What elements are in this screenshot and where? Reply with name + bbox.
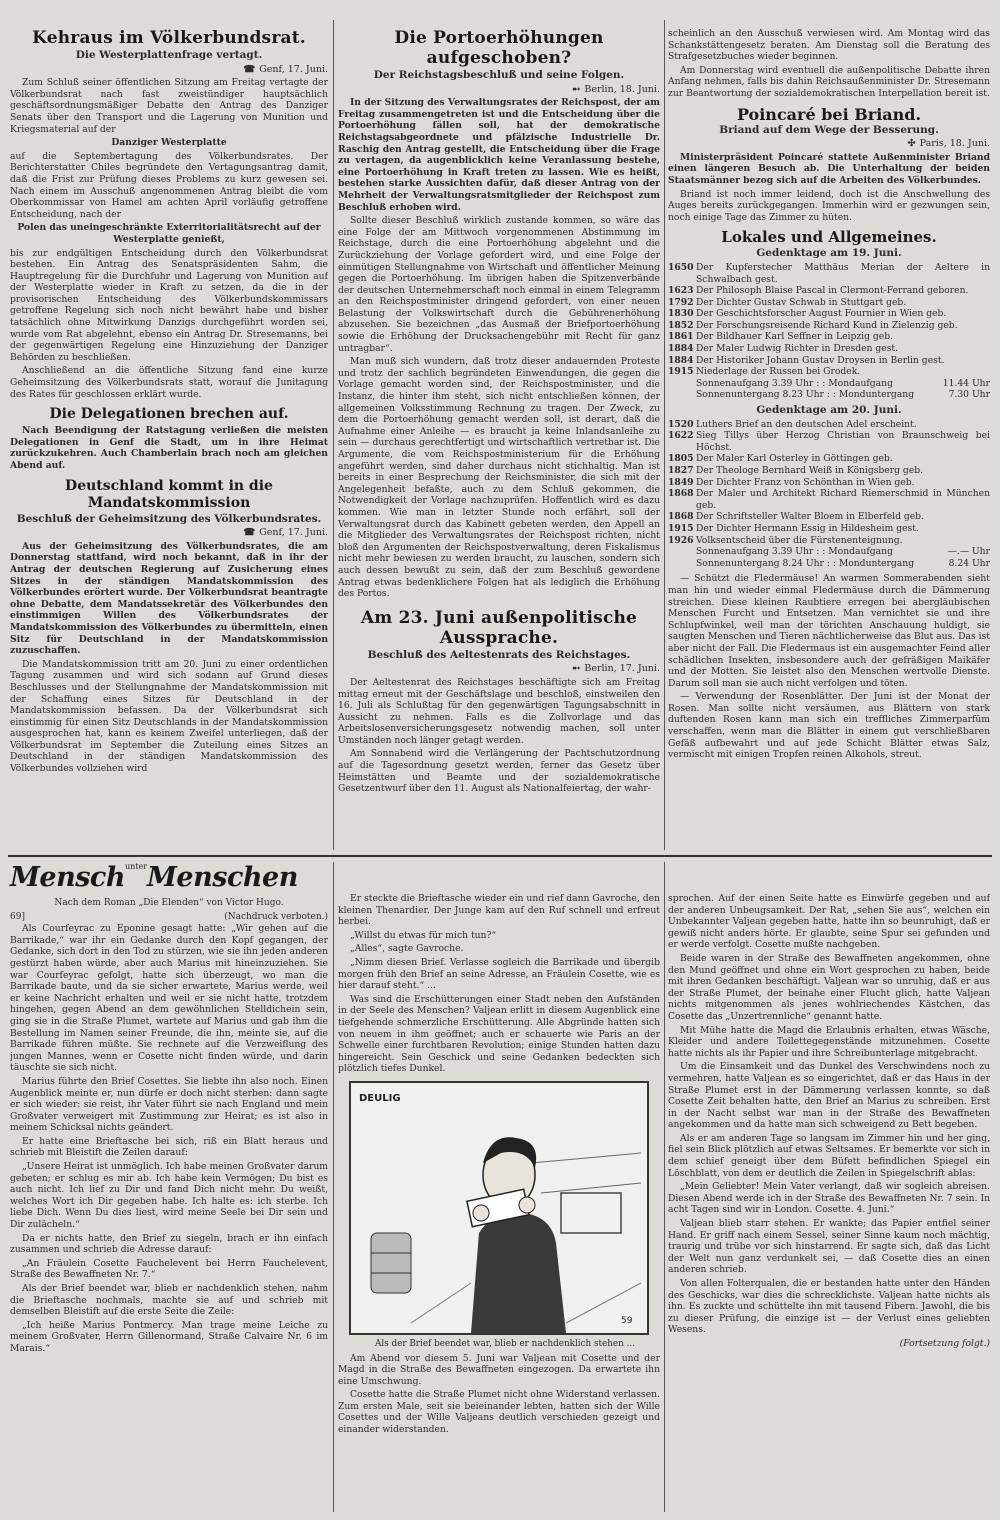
gedenktag-row xyxy=(668,511,990,523)
telegraph-icon: ☎ xyxy=(243,527,256,539)
gedenktag-year: 1915 xyxy=(668,522,694,534)
paragraph: Als der Brief beendet war, blieb er nachdenklich stehen, nahm die Brieftasche nochmals, machte sie auf und schrieb mit demselben Bleistift auf die erste Seite die Zeile: xyxy=(10,1283,328,1318)
paragraph: Da er nichts hatte, den Brief zu siegeln, brach er ihn einfach zusammen und schrieb die Adresse darauf: xyxy=(10,1232,328,1256)
column-rule xyxy=(664,20,665,850)
gedenktag-year: 1520 xyxy=(668,418,694,430)
gedenktag-row xyxy=(668,477,990,489)
gedenktag-text: Der Historiker Johann Gustav Droysen in Berlin gest. xyxy=(696,354,945,366)
paragraph: „Alles“, sagte Gavroche. xyxy=(350,943,464,955)
gedenktag-year: 1792 xyxy=(668,296,694,308)
illustration xyxy=(349,1081,649,1335)
paragraph-emph: Danziger Westerplatte xyxy=(111,137,227,149)
paragraph: Am Abend vor diesem 5. Juni war Valjean mit Cosette und der Magd in die Straße des Bewaffneten eingezogen. Da erwartete ihn eine Umschwung. xyxy=(338,1352,660,1387)
paragraph: Er steckte die Brieftasche wieder ein und rief dann Gavroche, den kleinen Thenardier. Der Junge kam auf den Ruf schnell und erfreut herbei. xyxy=(338,893,660,928)
column-1 xyxy=(10,28,328,850)
column-rule xyxy=(333,20,334,850)
dateline: ☎ Genf, 17. Juni. xyxy=(243,527,328,539)
illustration-label: DEULIG xyxy=(359,1092,401,1104)
paragraph: — Verwendung der Rosenblätter. Der Juni ist der Monat der Rosen. Man sollte nicht versäumen, aus Blättern von stark duftenden Rosen kann man sich ein treffliches Zimmerparfüm verschaffen, wenn man die Blätter in einem gut verschließbaren Gefäß aufbewahrt und auf jede Schicht Blätter etwas Salz, vermischt mit einigen Tropfen reinen Alkohols, streut. xyxy=(668,691,990,761)
serial-column-1 xyxy=(10,898,328,1520)
gedenktag-year: 1830 xyxy=(668,308,694,320)
subheadline: Die Westerplattenfrage vertagt. xyxy=(75,49,263,61)
gedenktag-text: Der Bildhauer Karl Seffner in Leipzig geb. xyxy=(696,331,894,343)
paragraph: Am Sonnabend wird die Verlängerung der Pachtschutzordnung auf die Tagesordnung gesetzt werden, ferner das Gesetz über Heimstätten und Beamte und der sozialdemokratische Gesetzentwurf über den 11. August als Nationalfeiertag, der wahr- xyxy=(338,748,660,795)
serial-title-b: Menschen xyxy=(147,862,298,893)
gedenktag-text: Der Geschichtsforscher August Fournier in Wien geb. xyxy=(696,308,947,320)
paragraph: „Mein Geliebter! Mein Vater verlangt, daß wir sogleich abreisen. Diesen Abend werde ich in der Straße des Bewaffneten Nr. 7 sein. In acht Tagen sind wir in London. Cosette. 4. Juni.“ xyxy=(668,1181,990,1216)
paragraph: Zum Schluß seiner öffentlichen Sitzung am Freitag vertagte der Völkerbundsrat nach fast zweistündiger hauptsächlich geschäftsordnungsmäßiger Debatte den Antrag des Danziger Senats über den Transport und die Lagerung von Munition und Kriegsmaterial auf der xyxy=(10,77,328,135)
paragraph: scheinlich an den Ausschuß verwiesen wird. Am Montag wird das Schankstättengesetz beraten. Am Dienstag soll die Beratung des Strafgesetzbuches wieder beginnen. xyxy=(668,28,990,63)
gedenktag-year: 1926 xyxy=(668,534,694,546)
gedenktag-text: Der Forschungsreisende Richard Kund in Zielenzig geb. xyxy=(696,319,958,331)
gedenktag-row xyxy=(668,535,990,547)
paragraph: Nach Beendigung der Ratstagung verließen die meisten Delegationen in Genf die Stadt, um in ihre Heimat zurückzukehren. Auch Chamberlain brach noch am gleichen Abend auf. xyxy=(10,425,328,471)
paragraph: Was sind die Erschütterungen einer Stadt neben den Aufständen in der Seele des Menschen? Valjean erlitt in diesem Augenblick eine tiefgehende schmerzliche Erschütterung. Alle Abgründe hatten sich von neuem in ihm geöffnet; auch er schauerte wie Paris an der Schwelle einer furchtbaren Revolution; einige Stunden hatten dazu hingereicht. Sein Geschick und seine Gedanken bedeckten sich plötzlich tiefes Dunkel. xyxy=(338,993,660,1075)
column-rule xyxy=(333,862,334,1512)
gedenktag-row xyxy=(668,308,990,320)
subheadline: Beschluß des Aeltestenrats des Reichstages. xyxy=(367,648,631,661)
headline-lokales: Lokales und Allgemeines. xyxy=(721,228,937,247)
gedenktag-row xyxy=(668,331,990,343)
headline-portoerhoehungen: Die Portoerhöhungen aufgeschoben? xyxy=(394,28,604,68)
gedenktag-row xyxy=(668,262,990,285)
paragraph: sprochen. Auf der einen Seite hatte es Einwürfe gegeben und auf der anderen Unbeugsamkeit. Der Rat, „sehen Sie aus“, welchen ein Unbekannter Valjean gegeben hatte, hatte ihn so beunruhigt, daß er gewiß nicht anders hörte. Er glaubte, seine Spur sei gefunden und er werde verfolgt. Cosette mußte nachgeben. xyxy=(668,893,990,951)
paragraph: Die Mandatskommission tritt am 20. Juni zu einer ordentlichen Tagung zusammen und wird sich sodann auf Grund dieses Beschlusses und der Stellungnahme der Mandatskommission mit der Schaffung eines Sitzes für Deutschland in der Mandatskommission befassen. Da der Völkerbundsrat sich einstimmig für einen Sitz Deutschlands in der Mandatskommission ausgesprochen hat, kann es keinem Zweifel unterliegen, daß der Völkerbundsrat im September die Zuteilung eines Sitzes an Deutschland in der ständigen Mandatskommission des Völkerbundes vollziehen wird xyxy=(10,658,328,775)
sun-row: Sonnenaufgang 3.39 Uhr : : Mondaufgang —.— Uhr xyxy=(696,546,990,558)
paragraph: „Unsere Heirat ist unmöglich. Ich habe meinen Großvater darum gebeten; er schlug es mir ab. Ich habe kein Vermögen; Du bist es auch nicht. Ich lief zu Dir und fand Dich nicht mehr. Du weißt, welches Wort ich Dir gegeben habe. Ich halte es: ich sterbe. Ich liebe Dich. Wenn Du dies liest, wird meine Seele bei Dir sein und Dir zulächeln.“ xyxy=(10,1161,328,1231)
serial-number: 69] xyxy=(10,911,25,922)
gedenktag-text: Der Maler Ludwig Richter in Dresden gest. xyxy=(696,343,899,355)
gedenktag-row xyxy=(668,366,990,378)
serial-column-2 xyxy=(338,893,660,1515)
gedenktag-text: Der Maler Karl Osterley in Göttingen geb. xyxy=(696,453,893,465)
gedenktag-year: 1868 xyxy=(668,488,694,500)
paragraph: Anschließend an die öffentliche Sitzung fand eine kurze Geheimsitzung des Völkerbundsrats statt, worauf die Junitagung des Rates für geschlossen erklärt wurde. xyxy=(10,365,328,400)
serial-text xyxy=(10,923,328,1354)
headline-poincare: Poincaré bei Briand. xyxy=(736,104,922,124)
paragraph: Von allen Folterqualen, die er bestanden hatte unter den Händen des Geschicks, war dies die schrecklichste. Valjean hatte nichts als ihn. Es zuckte und schüttelte ihn mit tausend Fibern. Jawohl, die bis zu dieser Prüfung, die einzige ist — der Verlust eines geliebten Wesens. xyxy=(668,1278,990,1336)
gedenktag-row xyxy=(668,419,990,431)
serial-text xyxy=(338,893,660,1075)
gedenktag-text: Der Maler und Architekt Richard Riemerschmid in München geb. xyxy=(696,488,990,511)
gedenktag-year: 1805 xyxy=(668,453,694,465)
paragraph: Cosette hatte die Straße Plumet nicht ohne Widerstand verlassen. Zum ersten Male, seit sie beieinander lebten, hatten sich der Wille Cosettes und der Wille Valjeans deutlich verschieden gezeigt und einander widerstanden. xyxy=(338,1389,660,1436)
illustration-caption: Als der Brief beendet war, blieb er nachdenklich stehen ... xyxy=(375,1338,635,1349)
continuation-note: (Fortsetzung folgt.) xyxy=(899,1337,990,1349)
gedenktag-text: Niederlage der Russen bei Grodek. xyxy=(696,366,861,378)
headline-delegationen: Die Delegationen brechen auf. xyxy=(49,406,289,423)
gedenktag-text: Sieg Tillys über Herzog Christian von Braunschweig bei Höchst. xyxy=(696,430,990,453)
column-rule xyxy=(664,862,665,1512)
gedenktag-row xyxy=(668,465,990,477)
gedenktag-text: Der Dichter Gustav Schwab in Stuttgart geb. xyxy=(696,296,907,308)
gedenktag-year: 1915 xyxy=(668,366,694,378)
paragraph: „Ich heiße Marius Pontmercy. Man trage meine Leiche zu meinem Großvater, Herrn Gillenormand, Straße Calvaire Nr. 6 im Marais.“ xyxy=(10,1319,328,1354)
gedenktag-year: 1884 xyxy=(668,354,694,366)
serial-meta xyxy=(10,912,328,924)
section-rule xyxy=(8,855,992,857)
telegraph-icon: ☎ xyxy=(243,63,256,75)
gedenktag-year: 1827 xyxy=(668,465,694,476)
gedenktag-row xyxy=(668,355,990,367)
paragraph: „Willst du etwas für mich tun?“ xyxy=(350,929,497,941)
gedenktag-year: 1884 xyxy=(668,343,694,355)
arrow-icon: ➸ xyxy=(572,663,581,675)
sun-row: Sonnenaufgang 3.39 Uhr : : Mondaufgang 11.44 Uhr xyxy=(696,377,990,389)
gedenktag-row xyxy=(668,523,990,535)
gedenktag-text: Der Theologe Bernhard Weiß in Königsberg geb. xyxy=(696,465,924,476)
paragraph: Als Courfeyrac zu Eponine gesagt hatte: „Wir gehen auf die Barrikade,“ war ihr ein Gedanke durch den Kopf gegangen, der Gedanke, sich dort in den Tod zu stürzen, wie sie ihn jeden anderen gestürzt haben würde, aber auch Marius mit hineinzuziehen. Sie war Courfeyrac gefolgt, hatte sich überzeugt, wo man die Barrikade baute, und da sie sicher erwartete, Marius werde, weil er keine Nachricht erhalten und weil er sie nicht hatte, trotzdem hingehen, gegen Abend an dem gewöhnlichen Stelldichein sein, ging sie in die Straße Plumet, wartete auf Marius und gab ihm die Bestellung im Namen seiner Freunde, die ihn, meinte sie, auf die Barrikade führen müßte. Sie rechnete auf die Verzweiflung des jungen Mannes, wenn er Cosette nicht finden würde, und darin täuschte sie sich nicht. xyxy=(10,923,328,1074)
illustration-number: 59 xyxy=(621,1315,633,1326)
paragraph: Am Donnerstag wird eventuell die außenpolitische Debatte ihren Anfang nehmen, falls bis dahin Reichsaußenminister Dr. Stresemann zur Beantwortung der sozialdemokratischen Interpellation bereit ist. xyxy=(668,64,990,99)
gedenktag-text: Der Schriftsteller Walter Bloem in Elberfeld geb. xyxy=(696,511,924,523)
paragraph: Sollte dieser Beschluß wirklich zustande kommen, so wäre das eine Folge der am Mittwoch vorgenommenen Abstimmung im Reichstage, durch die eine Portoerhöhung abgelehnt und die Zurückziehung der Vorlage gefordert wird, und eine Folge der einmütigen Stellungnahme von Wirtschaft und öffentlicher Meinung gegen die Portoerhöhung. Im übrigen haben die Spitzenverbände der deutschen Unternehmerschaft noch einmal in einem Telegramm an den Reichspostminister dringend gefordert, von einer neuen Belastung der Volkswirtschaft durch die Gebührenerhöhung abzusehen. Sie bezeichnen „das Ausmaß der Briefportoerhöhung sowie die Erhöhung der Drucksachengebühr mit Recht für ganz untragbar“. xyxy=(338,215,660,354)
gedenktag-row xyxy=(668,297,990,309)
gedenktage-list xyxy=(668,262,990,378)
paragraph: Als er am anderen Tage so langsam im Zimmer hin und her ging, fiel sein Blick plötzlich auf etwas Seltsames. Er bemerkte vor sich in dem schief geneigt über dem Büfett befindlichen Spiegel ein Löschblatt, von dem er deutlich die Zeilen in Spiegelschrift ablas: xyxy=(668,1132,990,1179)
paragraph: Beide waren in der Straße des Bewaffneten angekommen, ohne den Mund geöffnet und ohne ein Wort gesprochen zu haben, beide mit ihren Gedanken beschäftigt. Valjean war so unruhig, daß er aus der Straße Plumet, der beinahe einer Flucht glich, hatte Valjean nichts mitgenommen als jenes wohlriechendes Kästchen, das Cosette das „Unzertrennliche“ genannt hatte. xyxy=(668,952,990,1022)
column-3 xyxy=(668,28,990,850)
serial-text xyxy=(668,893,990,1336)
paragraph: Der Aeltestenrat des Reichstages beschäftigte sich am Freitag mittag erneut mit der Geschäftslage und beschloß, einstweilen den 16. Juli als Schlußtag für den gegenwärtigen Tagungsabschnitt in Aussicht zu nehmen. Falls es die Zollvorlage und das Arbeitslosenversicherungsgesetz notwendig machen, soll unter Umständen noch länger getagt werden. xyxy=(338,676,660,746)
paragraph-emph: Polen das uneingeschränkte Exterritorialitätsrecht auf der Westerplatte genießt, xyxy=(17,222,321,245)
paragraph: — Schützt die Fledermäuse! An warmen Sommerabenden sieht man hin und wieder einmal Fledermäuse durch die Dämmerung streichen. Diese kleinen Raubtiere erregen bei abergläubischen Menschen Furcht und Entsetzen. Man vernichtet sie und ihre Schlupfwinkel, weil man der törichten Anschauung huldigt, sie saugten Menschen und Tieren nächtlicherweise das Blut aus. Das ist aber nicht der Fall. Die Fledermaus ist ein ausgemachter Feind aller schädlichen Insekten, insbesondere auch der gefräßigen Maikäfer und der Motten. Sie leistet also den Menschen wertvolle Dienste. Darum soll man sie auch nicht verfolgen und töten. xyxy=(668,573,990,689)
gedenktag-text: Luthers Brief an den deutschen Adel erscheint. xyxy=(696,418,917,430)
sun-row: Sonnenuntergang 8.24 Uhr : : Monduntergang 8.24 Uhr xyxy=(696,557,990,569)
dateline: ➸ Berlin, 18. Juni. xyxy=(572,83,660,95)
serial-subline: Nach dem Roman „Die Elenden“ von Victor Hugo. xyxy=(54,898,284,908)
dateline: ➸ Berlin, 17. Juni. xyxy=(572,663,660,675)
subheadline: Beschluß der Geheimsitzung des Völkerbundsrates. xyxy=(16,512,322,525)
subheadline: Der Reichstagsbeschluß und seine Folgen. xyxy=(373,69,625,81)
gedenktag-row xyxy=(668,488,990,511)
paragraph: In der Sitzung des Verwaltungsrates der Reichspost, der am Freitag zusammengetreten ist und die Entscheidung über die Portoerhöhung fällen soll, hat der demokratische Reichstagsabgeordnete und pfälzische Industrielle Dr. Raschig den Antrag gestellt, die Entscheidung über die Frage zu vertagen, da augenblicklich keine Veranlassung bestehe, eine Portoerhöhung in Kraft treten zu lassen. Wie es heißt, bestehen starke Aussichten dafür, daß dieser Antrag von der Mehrheit der Verwaltungsratsmitglieder der Reichspost zum Beschluß erhoben wird. xyxy=(338,97,660,213)
gedenktag-row xyxy=(668,285,990,297)
gedenktag-row xyxy=(668,320,990,332)
gedenktag-row xyxy=(668,430,990,453)
serial-title-a: Mensch xyxy=(10,862,125,893)
gedenktage-title: Gedenktage am 20. Juni. xyxy=(756,404,902,417)
paragraph: Aus der Geheimsitzung des Völkerbundsrates, die am Donnerstag stattfand, wird noch bekannt, daß in ihr der Antrag der deutschen Regierung auf Zusicherung eines Sitzes in der ständigen Mandatskommission des Völkerbundes erörtert wurde. Der Völkerbundsrat beantragte ohne Debatte, dem Mandatssekretär des Völkerbundes den einstimmigen Willen des Völkerbundsrates der Mandatskommission des Völkerbundes zu übermitteln, einen Sitz für Deutschland in der Mandatskommission zuzuschaffen. xyxy=(10,540,328,657)
gedenktag-text: Der Philosoph Blaise Pascal in Clermont-Ferrand geboren. xyxy=(696,285,969,297)
paragraph: Briand ist noch immer leidend, doch ist die Anschwellung des Auges bereits zurückgegangen. Immerhin wird er gezwungen sein, noch einige Tage das Zimmer zu hüten. xyxy=(668,188,990,223)
gedenktag-year: 1868 xyxy=(668,511,694,523)
column-2 xyxy=(338,28,660,850)
gedenktag-year: 1861 xyxy=(668,331,694,343)
arrow-icon: ➸ xyxy=(572,83,581,95)
gedenktag-year: 1852 xyxy=(668,319,694,331)
dateline: ☎ Genf, 17. Juni. xyxy=(243,63,328,75)
paragraph: „An Fräulein Cosette Fauchelevent bei Herrn Fauchelevent, Straße des Bewaffneten Nr. 7.“ xyxy=(10,1257,328,1281)
serial-text xyxy=(338,1353,660,1436)
gedenktage-list xyxy=(668,419,990,547)
subheadline: Briand auf dem Wege der Besserung. xyxy=(719,123,939,136)
man-reading-illustration xyxy=(351,1083,647,1333)
headline-mandatskommission: Deutschland kommt in die Mandatskommission xyxy=(65,477,273,511)
gedenktage-title: Gedenktage am 19. Juni. xyxy=(756,247,902,260)
paragraph: Er hatte eine Brieftasche bei sich, riß ein Blatt heraus und schrieb mit Bleistift die Zeilen darauf: xyxy=(10,1135,328,1159)
paragraph: Um die Einsamkeit und das Dunkel des Verschwindens noch zu vermehren, hatte Valjean es so eingerichtet, daß er das Haus in der Straße Plumet erst in der Dämmerung verlassen konnte, so daß Cosette Zeit behalten hatte, den Brief an Marius zu schreiben. Erst in der Nacht selbst war man in der Straße des Bewaffneten angekommen und da hatte man sich schweigend zu Bett begeben. xyxy=(668,1061,990,1131)
gedenktag-year: 1650 xyxy=(668,261,694,273)
paragraph: Man muß sich wundern, daß trotz dieser andauernden Proteste und trotz der sachlich begründeten Einwendungen, die gegen die Vorlage gemacht worden sind, der Reichspostminister, und die Instanz, die hinter ihm steht, sich nicht entschließen können, der allgemeinen Volksstimmung Rechnung zu tragen. Der Zweck, zu dem die Portoerhöhung gemacht werden soll, ist derart, daß die Aufnahme einer Anleihe — es braucht ja keine Inlandsanleihe zu sein — durchaus gerechtfertigt und wirtschaftlich vertretbar ist. Die Argumente, die vom Reichspostministerium für die Erhöhung angeführt werden, sind daher durchaus nicht stichhaltig. Man ist bereits in einer Besprechung der Reichsminister, die sich mit der Angelegenheit befaßte, auch zu dem Schluß gekommen, die Notwendigkeit der Vorlage nachzuprüfen. Hoffentlich wird es dazu kommen. Wie man in letzter Stunde noch erfährt, soll der Verwaltungsrat durch das Kabinett gebeten werden, den Appell an die Mitglieder des Verwaltungsrates der Reichspost richten, nicht bloß den Argumenten der Reichspostverwaltung, deren Fiskalismus nicht mehr bewiesen zu werden braucht, zu lauschen, sondern sich auch dessen bewußt zu sein, daß der zum Beschluß gewordene Antrag etwas bedenklichere Folgen hat als lediglich die Erhöhung des Portos. xyxy=(338,356,660,600)
serial-title-mid: unter xyxy=(124,862,148,871)
gedenktag-row xyxy=(668,343,990,355)
serial-column-3 xyxy=(668,893,990,1515)
gedenktag-text: Volksentscheid über die Fürstenenteignung. xyxy=(696,534,903,546)
serial-rights: (Nachdruck verboten.) xyxy=(224,911,328,922)
paragraph: Ministerpräsident Poincaré stattete Außenminister Briand einen längeren Besuch ab. Die Unterhaltung der beiden Staatsmänner bezog sich auf die Arbeiten des Völkerbundes. xyxy=(668,151,990,186)
gedenktag-year: 1623 xyxy=(668,285,694,297)
gedenktag-text: Der Dichter Hermann Essig in Hildesheim gest. xyxy=(696,522,919,534)
arrow-icon: ✣ xyxy=(907,138,916,150)
gedenktag-text: Der Dichter Franz von Schönthan in Wien geb. xyxy=(696,476,915,488)
paragraph: „Nimm diesen Brief. Verlasse sogleich die Barrikade und übergib morgen früh den Brief an seine Adresse, an Fräulein Cosette, wie es hier darauf steht.“ ... xyxy=(338,956,660,992)
gedenktag-year: 1849 xyxy=(668,476,694,488)
gedenktag-year: 1622 xyxy=(668,430,694,442)
paragraph: auf die Septembertagung des Völkerbundsrates. Der Berichterstatter Chiles begründete den Vertagungsantrag damit, daß die Frist zur Prüfung dieses Problems zu kurz gewesen sei. Nach einem im Ausschuß angenommenen Antrag bleibt die vom Oberkommissar von Hamel am achten April vorläufig getroffene Entscheidung, nach der xyxy=(10,150,328,220)
headline-aussprache: Am 23. Juni außenpolitische Aussprache. xyxy=(360,607,638,648)
paragraph: bis zur endgültigen Entscheidung durch den Völkerbundsrat bestehen. Ein Antrag des Senatspräsidenten Sahm, die Hauptregelung für die Durchfuhr und Lagerung von Munition auf der Westerplatte wieder in Kraft zu setzen, da die in der provisorischen Entscheidung des Völkerbundskommissars getroffene Regelung sich noch nicht bewährt habe und bisher tatsächlich ohne Mitwirkung Danzigs durchgeführt worden sei, wurde vom Rat abgelehnt, ebenso ein Antrag Dr. Stresemanns, bei der gegenwärtigen Regelung eine Hinzuziehung der Danziger Behörden zu beschließen. xyxy=(10,247,328,363)
gedenktag-row xyxy=(668,453,990,465)
serial-masthead xyxy=(10,862,328,892)
paragraph: Marius führte den Brief Cosettes. Sie liebte ihn also noch. Einen Augenblick meinte er, nun dürfe er doch nicht sterben: dann sagte er sich wieder: sie reist, ihr Vater führt sie nach England und mein Großvater verweigert mit Zustimmung zur Heirat; es ist also in meinem Schicksal nichts geändert. xyxy=(10,1075,328,1134)
paragraph: Mit Mühe hatte die Magd die Erlaubnis erhalten, etwas Wäsche, Kleider und andere Toilettegegenstände mitzunehmen. Cosette hatte nichts als ihr Papier und ihre Schreibunterlage mitgebracht. xyxy=(668,1024,990,1059)
gedenktag-text: Der Kupferstecher Matthäus Merian der Aeltere in Schwalbach gest. xyxy=(696,261,990,285)
paragraph: Valjean blieb starr stehen. Er wankte; das Papier entfiel seiner Hand. Er griff nach einem Sessel, seiner Sinne kaum noch mächtig, traurig und trübe vor sich hinstarrend. Er sagte sich, daß das Licht der Welt nun ganz verdunkelt sei, — daß Cosette dies an einen anderen schrieb. xyxy=(668,1218,990,1276)
dateline: ✣ Paris, 18. Juni. xyxy=(907,138,990,150)
headline-voelkerbundsrat: Kehraus im Völkerbundsrat. xyxy=(32,28,306,48)
sun-row: Sonnenuntergang 8.23 Uhr : : Monduntergang 7.30 Uhr xyxy=(696,389,990,401)
